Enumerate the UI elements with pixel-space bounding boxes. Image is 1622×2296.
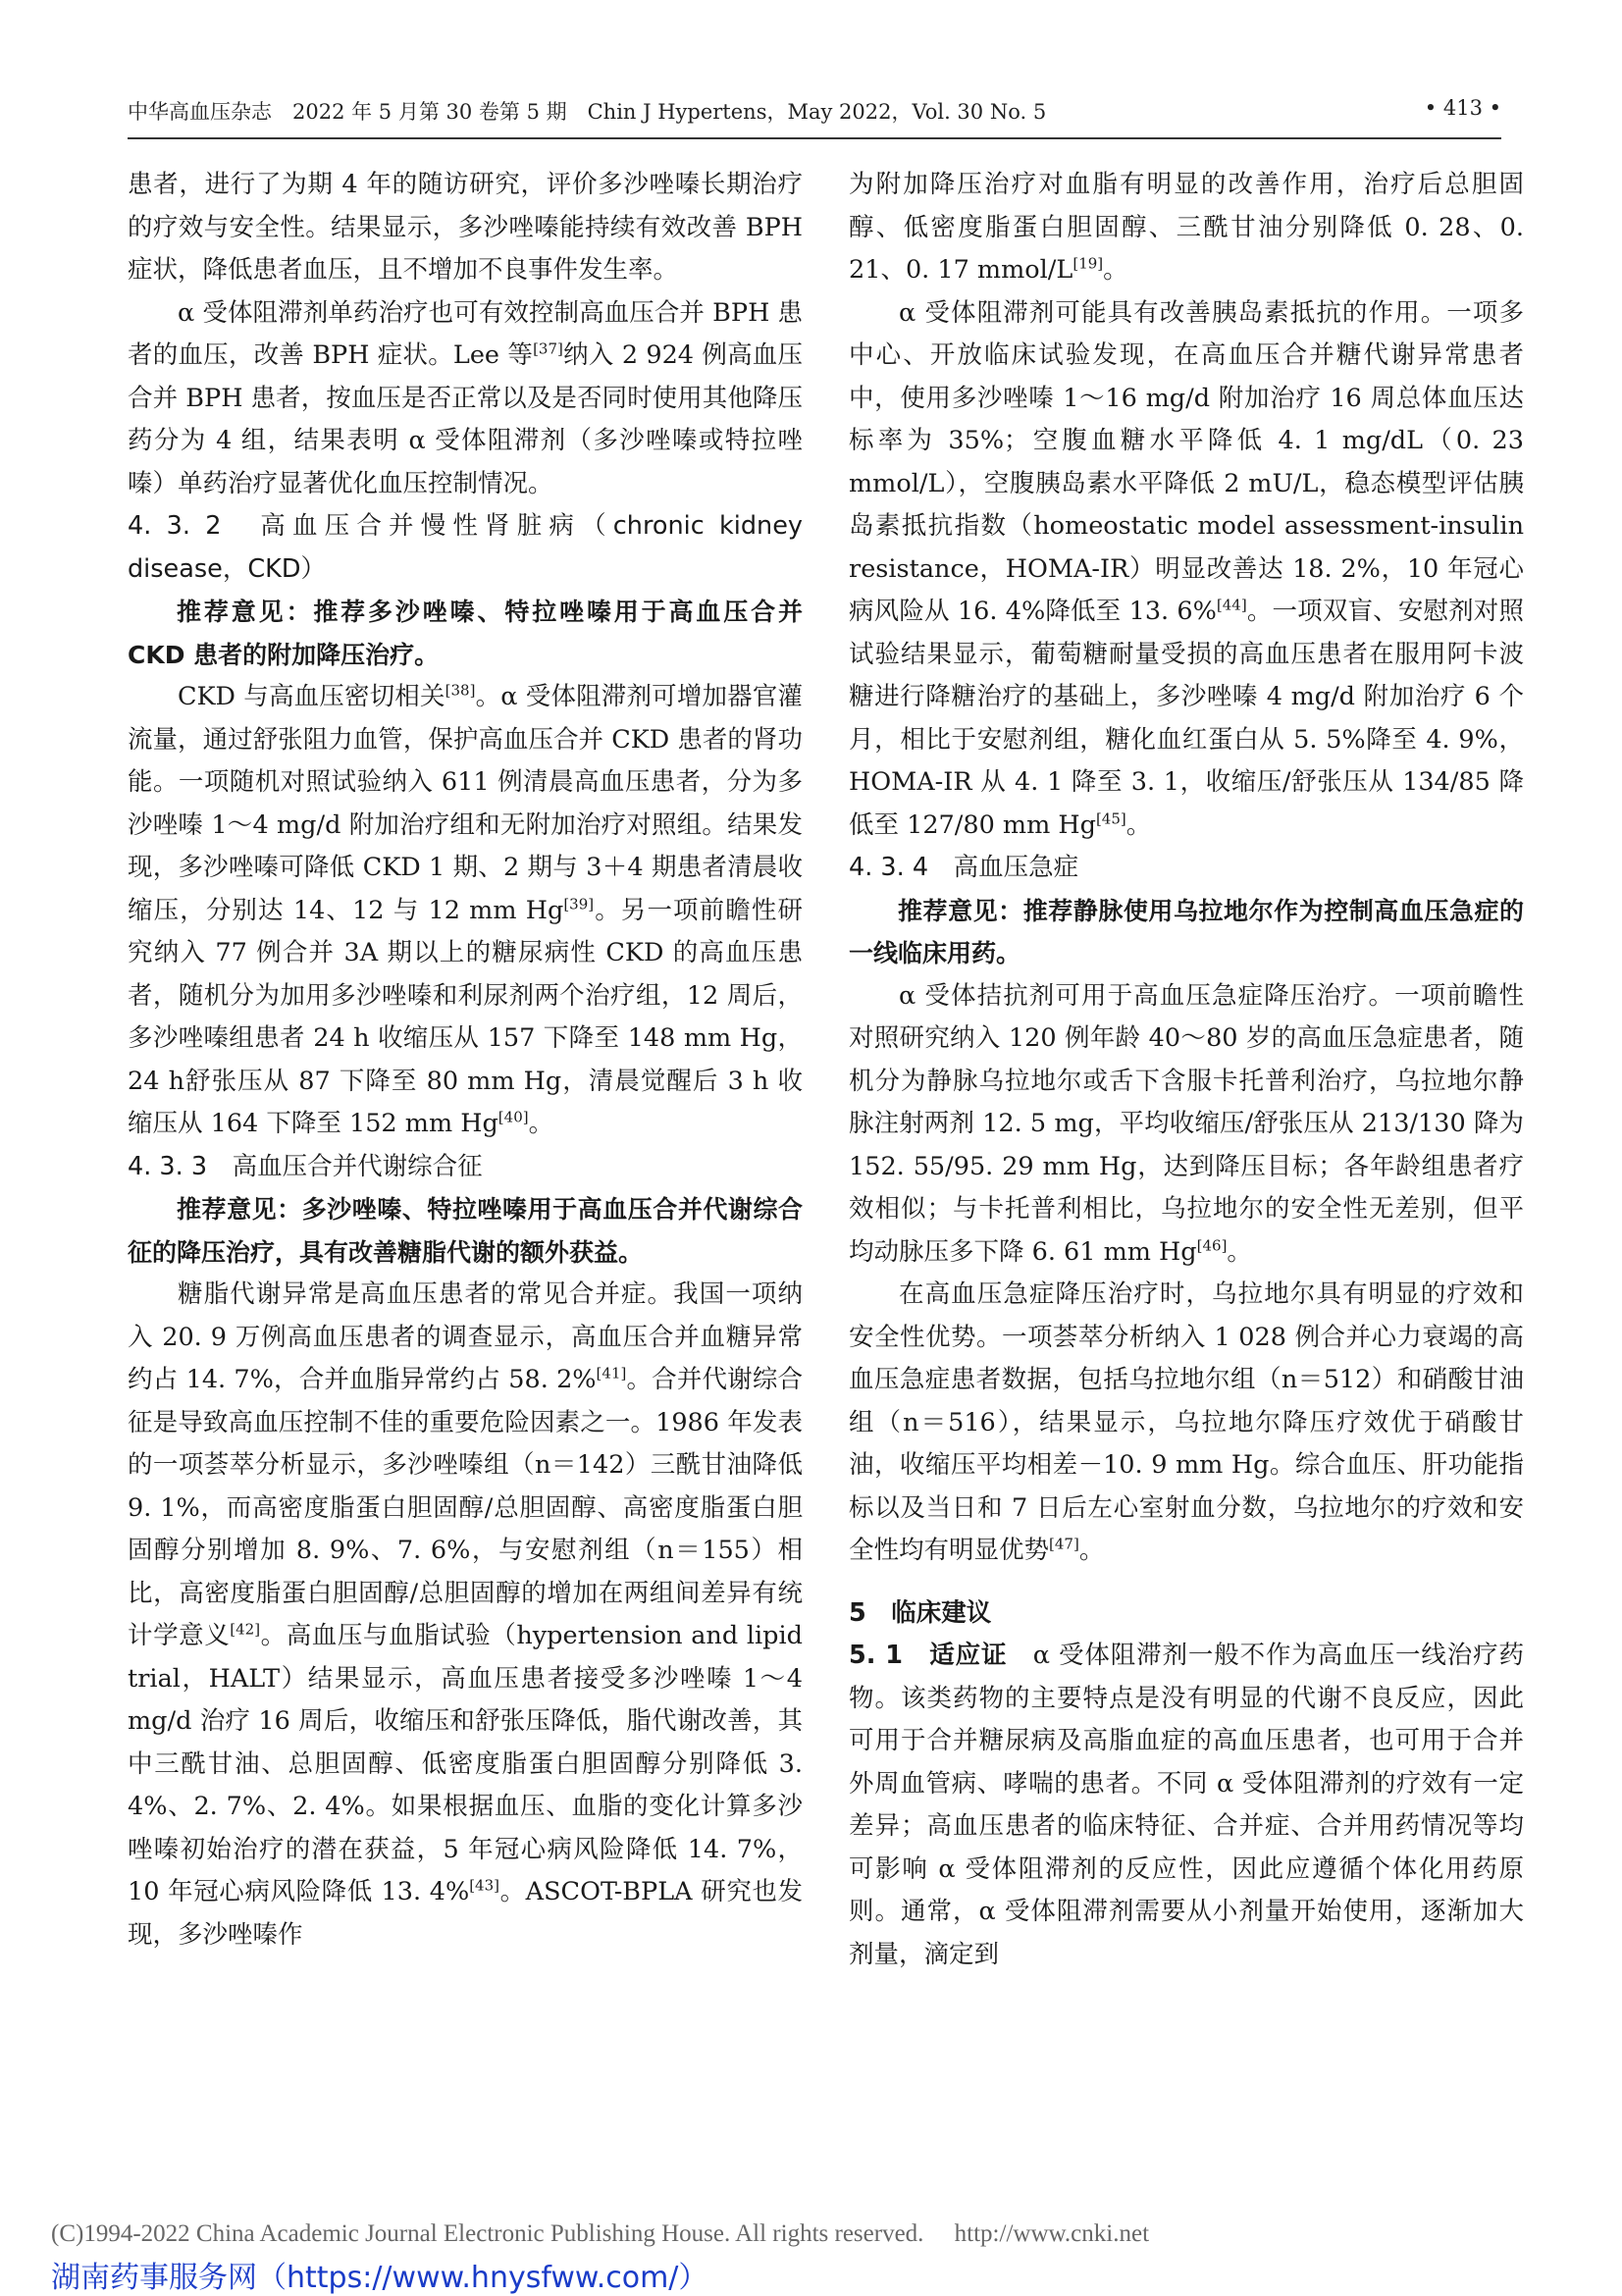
section-heading: 5 临床建议 xyxy=(849,1597,992,1628)
citation: [40] xyxy=(497,1108,529,1126)
page-number: • 413 • xyxy=(1424,96,1501,120)
section-heading: 4. 3. 4 高血压急症 xyxy=(849,853,1079,882)
watermark-link[interactable]: 湖南药事服务网（https://www.hnysfww.com/） xyxy=(51,2261,708,2295)
citation: [46] xyxy=(1196,1236,1228,1254)
paragraph: 为附加降压治疗对血脂有明显的改善作用，治疗后总胆固醇、低密度脂蛋白胆固醇、三酰甘油分别降低 0. 28、0. 21、0. 17 mmol/L[19]。 xyxy=(849,170,1524,285)
running-header xyxy=(128,96,1501,126)
paragraph: 患者，进行了为期 4 年的随访研究，评价多沙唑嗪长期治疗的疗效与安全性。结果显示，多沙唑嗪能持续有效改善 BPH 症状，降低患者血压，且不增加不良事件发生率。 xyxy=(128,170,803,285)
citation: [37] xyxy=(533,339,563,358)
citation: [38] xyxy=(445,681,476,700)
paragraph: α 受体阻滞剂可能具有改善胰岛素抵抗的作用。一项多中心、开放临床试验发现，在高血压合并糖代谢异常患者中，使用多沙唑嗪 1～16 mg/d 附加治疗 16 周总体血压达标率为 35%；空腹血糖水平降低 4. 1 mg/dL（0. 23 mmol/L），空腹胰岛素水平降低 2 mU/L，稳态模型评估胰岛素抵抗指数（homeostatic model assessment-insulin resistance，HOMA-IR）明显改善达 18. 2%，10 年冠心病风险从 16. 4%降低至 13. 6%[44]。一项双盲、安慰剂对照试验结果显示，葡萄糖耐量受损的高血压患者在服用阿卡波糖进行降糖治疗的基础上，多沙唑嗪 4 mg/d 附加治疗 6 个月，相比于安慰剂组，糖化血红蛋白从 5. 5%降至 4. 9%，HOMA-IR 从 4. 1 降至 3. 1，收缩压/舒张压从 134/85 降低至 127/80 mm Hg[45]。 xyxy=(849,297,1524,840)
citation: [41] xyxy=(596,1364,627,1383)
right-column xyxy=(849,164,1524,1976)
journal-info: 中华高血压杂志 2022 年 5 月第 30 卷第 5 期 Chin J Hypertens，May 2022，Vol. 30 No. 5 xyxy=(128,100,1047,124)
copyright-footer: (C)1994-2022 China Academic Journal Electronic Publishing House. All rights reserved. http://www.cnki.net xyxy=(51,2220,1150,2247)
paragraph: α 受体阻滞剂单药治疗也可有效控制高血压合并 BPH 患者的血压，改善 BPH 症状。Lee 等[37]纳入 2 924 例高血压合并 BPH 患者，按血压是否正常以及是否同时使用其他降压药分为 4 组，结果表明 α 受体阻滞剂（多沙唑嗪或特拉唑嗪）单药治疗显著优化血压控制情况。 xyxy=(128,297,803,498)
citation: [43] xyxy=(469,1876,499,1895)
citation: [47] xyxy=(1049,1535,1079,1553)
paragraph: α 受体拮抗剂可用于高血压急症降压治疗。一项前瞻性对照研究纳入 120 例年龄 40～80 岁的高血压急症患者，随机分为静脉乌拉地尔或舌下含服卡托普利治疗，乌拉地尔静脉注射两剂 12. 5 mg，平均收缩压/舒张压从 213/130 降为 152. 55/95. 29 mm Hg，达到降压目标；各年龄组患者疗效相似；与卡托普利相比，乌拉地尔的安全性无差别，但平均动脉压多下降 6. 61 mm Hg[46]。 xyxy=(849,980,1524,1267)
citation: [19] xyxy=(1073,254,1104,273)
section-heading: 4. 3. 3 高血压合并代谢综合征 xyxy=(128,1151,483,1181)
paragraph: CKD 与高血压密切相关[38]。α 受体阻滞剂可增加器官灌流量，通过舒张阻力血管，保护高血压合并 CKD 患者的肾功能。一项随机对照试验纳入 611 例清晨高血压患者，分为多沙唑嗪 1～4 mg/d 附加治疗组和无附加治疗对照组。结果发现，多沙唑嗪可降低 CKD 1 期、2 期与 3＋4 期患者清晨收缩压，分别达 14、12 与 12 mm Hg[39]。另一项前瞻性研究纳入 77 例合并 3A 期以上的糖尿病性 CKD 的高血压患者，随机分为加用多沙唑嗪和利尿剂两个治疗组，12 周后，多沙唑嗪组患者 24 h 收缩压从 157 下降至 148 mm Hg，24 h舒张压从 87 下降至 80 mm Hg，清晨觉醒后 3 h 收缩压从 164 下降至 152 mm Hg[40]。 xyxy=(128,681,803,1138)
citation: [45] xyxy=(1095,809,1126,827)
header-rule xyxy=(128,137,1501,139)
paragraph: 糖脂代谢异常是高血压患者的常见合并症。我国一项纳入 20. 9 万例高血压患者的调查显示，高血压合并血糖异常约占 14. 7%，合并血脂异常约占 58. 2%[41]。合并代谢综合征是导致高血压控制不佳的重要危险因素之一。1986 年发表的一项荟萃分析显示，多沙唑嗪组（n＝142）三酰甘油降低 9. 1%，而高密度脂蛋白胆固醇/总胆固醇、高密度脂蛋白胆固醇分别增加 8. 9%、7. 6%，与安慰剂组（n＝155）相比，高密度脂蛋白胆固醇/总胆固醇的增加在两组间差异有统计学意义[42]。高血压与血脂试验（hypertension and lipid trial，HALT）结果显示，高血压患者接受多沙唑嗪 1～4 mg/d 治疗 16 周后，收缩压和舒张压降低，脂代谢改善，其中三酰甘油、总胆固醇、低密度脂蛋白胆固醇分别降低 3. 4%、2. 7%、2. 4%。如果根据血压、血脂的变化计算多沙唑嗪初始治疗的潜在获益，5 年冠心病风险降低 14. 7%，10 年冠心病风险降低 13. 4%[43]。ASCOT-BPLA 研究也发现，多沙唑嗪作 xyxy=(128,1279,803,1950)
paragraph: 在高血压急症降压治疗时，乌拉地尔具有明显的疗效和安全性优势。一项荟萃分析纳入 1 028 例合并心力衰竭的高血压急症患者数据，包括乌拉地尔组（n＝512）和硝酸甘油组（n＝516），结果显示，乌拉地尔降压疗效优于硝酸甘油，收缩压平均相差－10. 9 mm Hg。综合血压、肝功能指标以及当日和 7 日后左心室射血分数，乌拉地尔的疗效和安全性均有明显优势[47]。 xyxy=(849,1279,1524,1565)
paragraph: 5. 1 适应证 α 受体阻滞剂一般不作为高血压一线治疗药物。该类药物的主要特点是没有明显的代谢不良反应，因此可用于合并糖尿病及高脂血症的高血压患者，也可用于合并外周血管病、哮喘的患者。不同 α 受体阻滞剂的疗效有一定差异；高血压患者的临床特征、合并症、合并用药情况等均可影响 α 受体阻滞剂的反应性，因此应遵循个体化用药原则。通常，α 受体阻滞剂需要从小剂量开始使用，逐渐加大剂量，滴定到 xyxy=(849,1641,1524,1969)
recommendation: 推荐意见：推荐静脉使用乌拉地尔作为控制高血压急症的一线临床用药。 xyxy=(849,896,1524,967)
section-heading: 4. 3. 2 高血压合并慢性肾脏病（chronic kidney disease，CKD） xyxy=(128,511,803,584)
citation: [39] xyxy=(563,895,595,913)
recommendation: 推荐意见：推荐多沙唑嗪、特拉唑嗪用于高血压合并 CKD 患者的附加降压治疗。 xyxy=(128,598,803,669)
recommendation: 推荐意见：多沙唑嗪、特拉唑嗪用于高血压合并代谢综合征的降压治疗，具有改善糖脂代谢的额外获益。 xyxy=(128,1195,803,1267)
left-column xyxy=(128,164,803,1957)
subsection-label: 5. 1 适应证 xyxy=(849,1641,1008,1670)
citation: [42] xyxy=(230,1620,261,1639)
citation: [44] xyxy=(1216,596,1247,614)
